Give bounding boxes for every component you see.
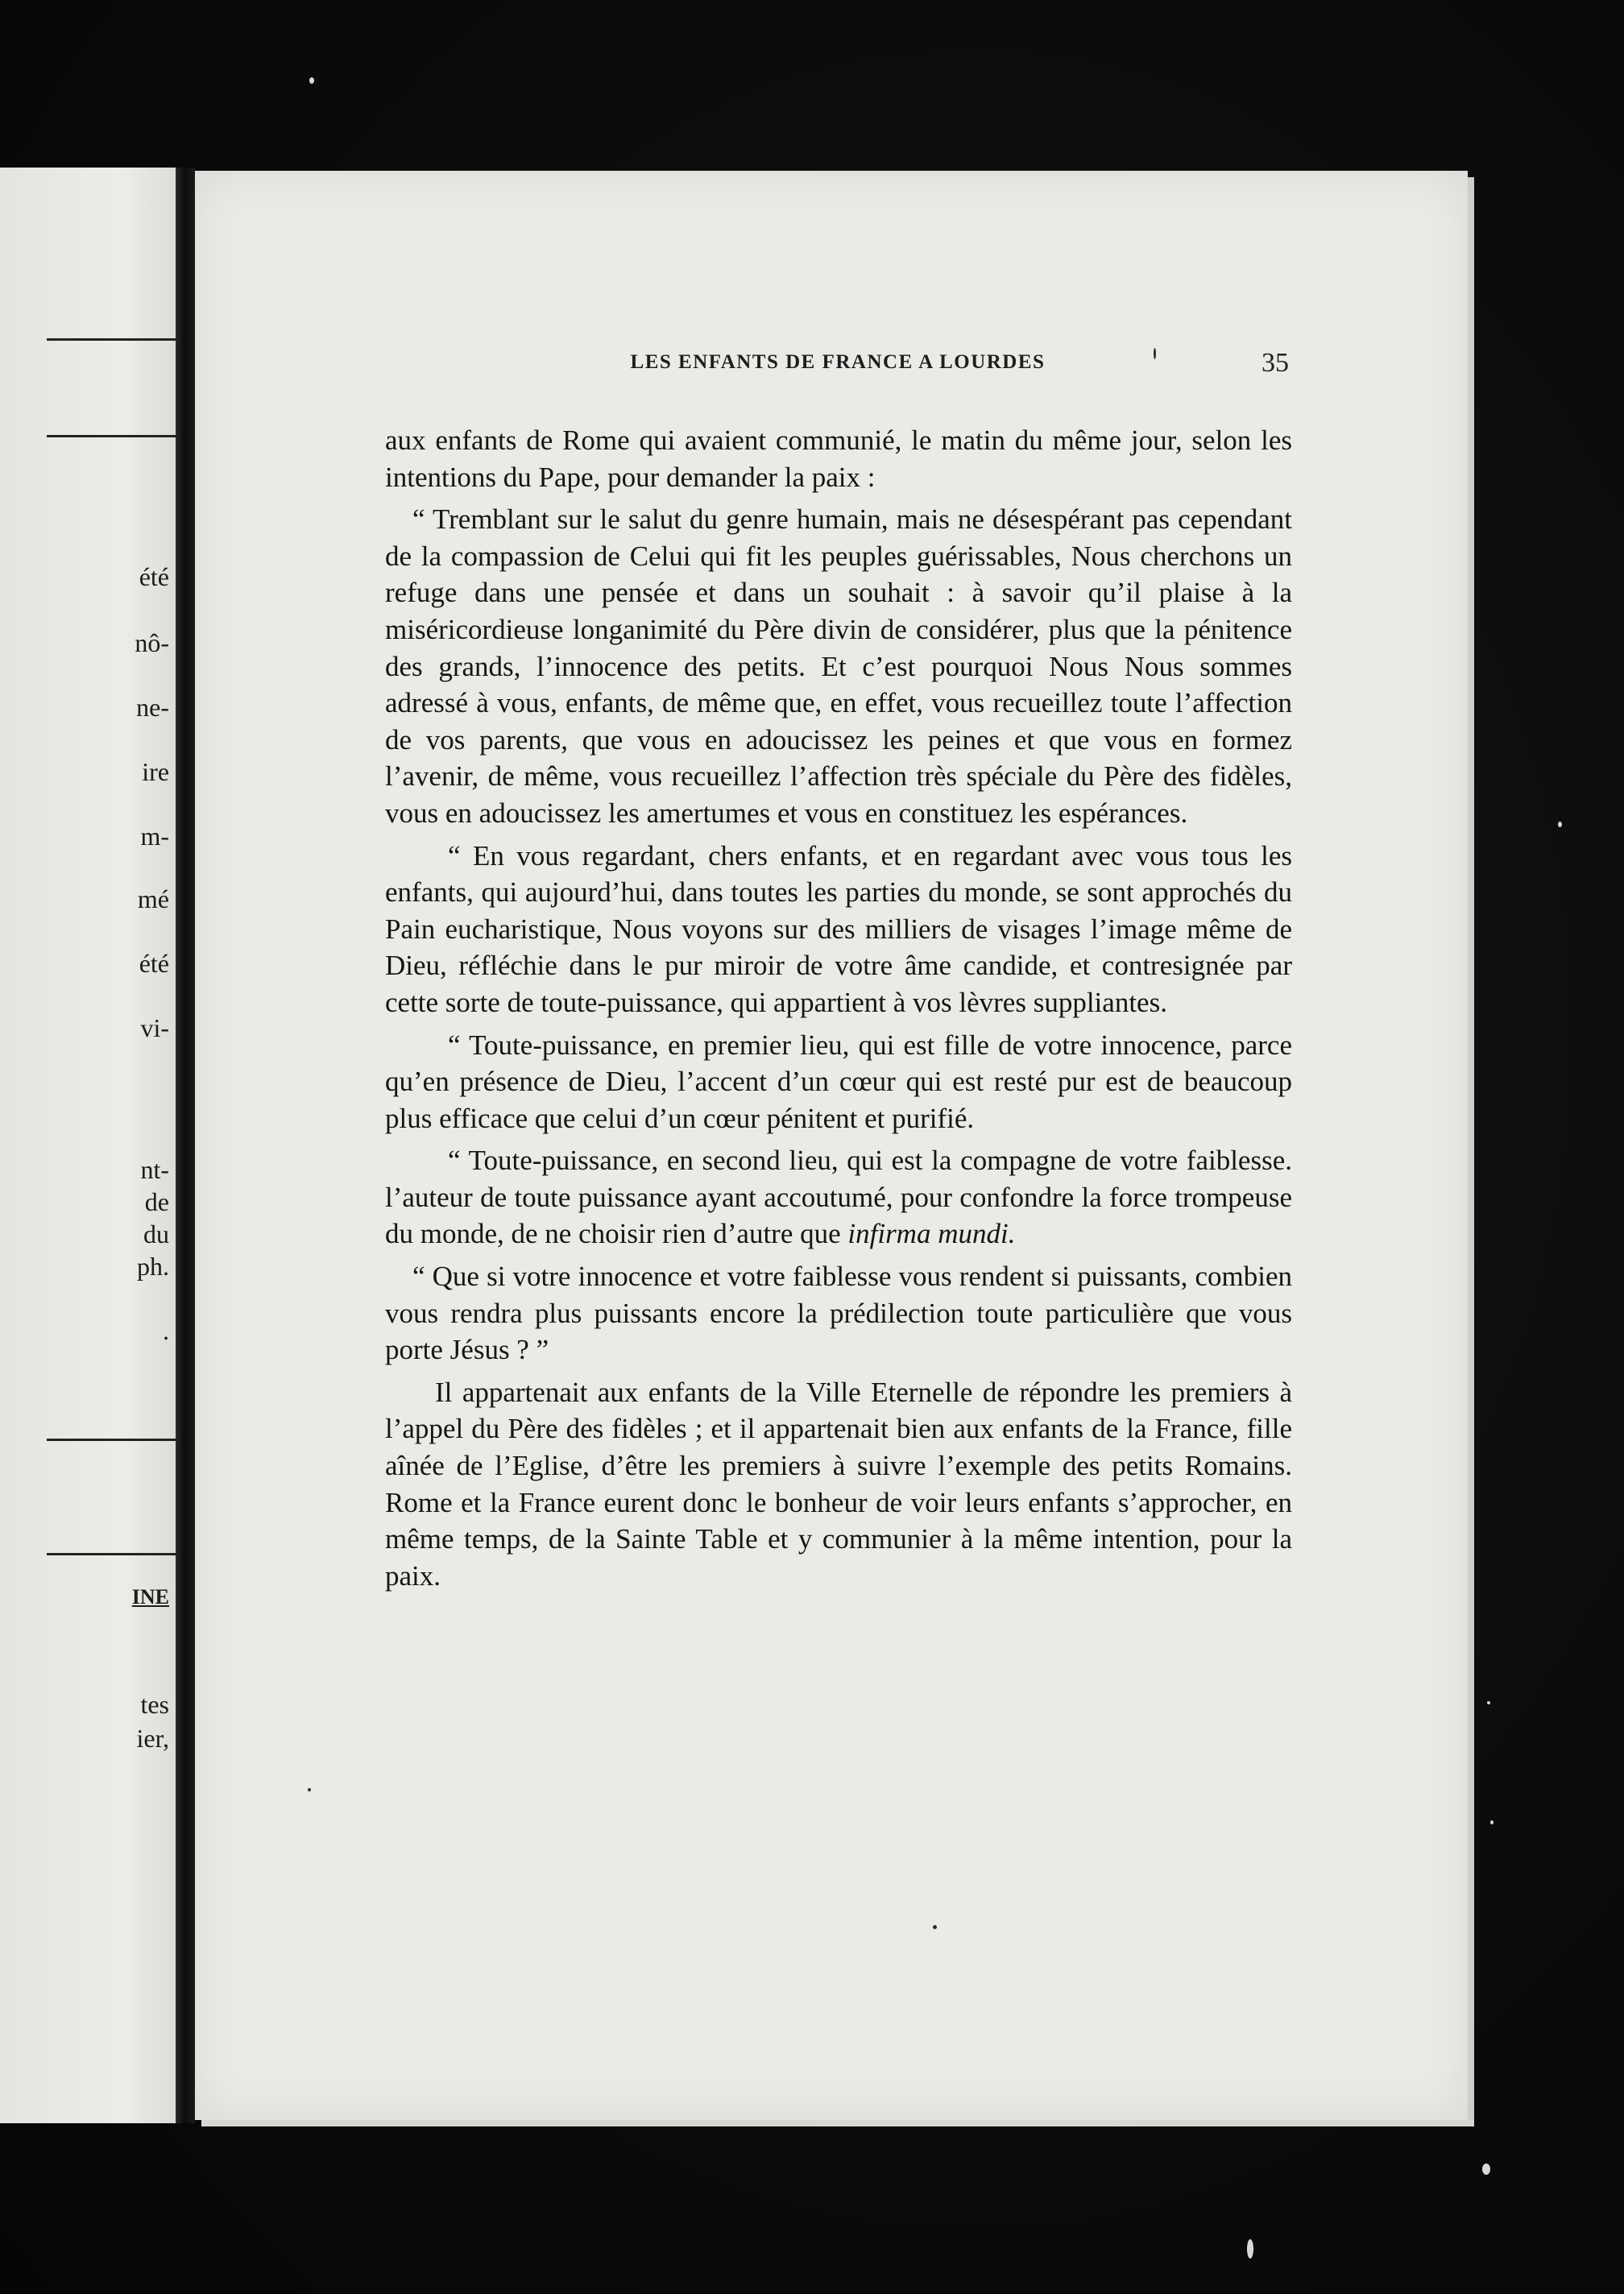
left-page-text-fragment: nt- [140, 1155, 169, 1184]
paragraph: “ En vous regardant, chers enfants, et en regardant avec vous tous les enfants, qui aujourd’hui, dans toutes les parties du monde, se sont approchés du Pain eucharistique, Nous voyons sur des milliers de visages l’image même de Dieu, réfléchie dans le pur miroir de votre âme candide, et contresignée par cette sorte de toute-puissance, qui appartient à vos lèvres suppliantes. [385, 839, 1292, 1018]
left-page-text-fragment: été [139, 949, 169, 978]
left-page-text-fragment: de [144, 1187, 169, 1216]
film-speck [308, 1788, 311, 1791]
film-speck [309, 77, 314, 84]
latin-phrase: infirma mundi. [847, 1218, 1016, 1250]
paragraph: aux enfants de Rome qui avaient communié, le matin du même jour, selon les intentions du Pape, pour demander la paix : [385, 424, 1292, 493]
left-page-text-fragment: ire [142, 757, 169, 786]
page-edge [201, 2120, 1474, 2126]
film-speck [933, 1925, 937, 1929]
film-speck [1490, 1820, 1494, 1824]
left-page-text-fragment: ier, [136, 1724, 169, 1753]
film-speck [1482, 2164, 1490, 2175]
left-page-text-fragment: été [139, 562, 169, 591]
paragraph: “ Tremblant sur le salut du genre humain, mais ne désespérant pas cependant de la compassion de Celui qui fit les peuples guérissables, Nous cherchons un refuge dans une pensée et dans un souhait : à savoir qu’il plaise à la miséricordieuse longanimité du Père divin de considérer, plus que la pénitence des grands, l’innocence des petits. Et c’est pourquoi Nous Nous sommes adressé à vous, enfants, de même que, en effet, vous recueillez toute l’affection de vos parents, que vous en adoucissez les peines et que vous en formez l’avenir, de même, vous recueillez l’affection très spéciale du Père des fidèles, vous en adoucissez les amertumes et vous en constituez les espérances. [385, 503, 1292, 829]
book-gutter [176, 168, 195, 2123]
paragraph: Il appartenait aux enfants de la Ville Eternelle de répondre les premiers à l’appel du Père des fidèles ; et il appartenait bien aux enfants de la France, fille aînée de l’Eglise, d’être les premiers à suivre l’exemple des petits Romains. Rome et la France eurent donc le bonheur de voir leurs enfants s’approcher, en même temps, de la Sainte Table et y communier à la même intention, pour la paix. [385, 1376, 1292, 1592]
film-speck [1558, 822, 1562, 827]
page-number: 35 [1262, 348, 1289, 378]
left-page-text-fragment: vi- [140, 1013, 169, 1042]
left-page-text-fragment: du [143, 1219, 169, 1248]
paragraph [385, 1142, 1292, 1253]
paragraph: “ Que si votre innocence et votre faiblesse vous rendent si puissants, combien vous rendra plus puissants encore la prédilection toute particulière que vous porte Jésus ? ” [385, 1261, 1292, 1366]
film-speck [1154, 348, 1156, 359]
left-page-text-fragment: tes [140, 1690, 169, 1719]
paragraph-text: “ Toute-puissance, en second lieu, qui est la compagne de votre faiblesse. l’auteur de toute puissance ayant accoutumé, pour confondre la force trompeuse du monde, de ne choisir rien d’autre que [385, 1145, 1292, 1250]
film-speck [1247, 2239, 1253, 2259]
paragraph: “ Toute-puissance, en premier lieu, qui est fille de votre innocence, parce qu’en présence de Dieu, l’accent d’un cœur qui est resté pur est de beaucoup plus efficace que celui d’un cœur pénitent et purifié. [385, 1029, 1292, 1134]
left-page-text-fragment: nô- [135, 628, 169, 657]
left-page-text-fragment: mé [137, 884, 169, 913]
left-page-rule [47, 1439, 176, 1441]
left-page-text-fragment: . [163, 1316, 169, 1345]
running-head: LES ENFANTS DE FRANCE A LOURDES [630, 351, 1046, 373]
left-page-text-fragment: ne- [136, 693, 169, 722]
page-body [385, 422, 1292, 1600]
left-facing-page [0, 168, 176, 2123]
left-page-rule [47, 338, 176, 341]
left-page-text-fragment: ph. [137, 1252, 169, 1281]
left-page-rule [47, 435, 176, 437]
page-edge [1468, 177, 1474, 2126]
left-page-text-fragment: m- [140, 822, 169, 851]
left-page-heading-fragment: INE [131, 1585, 169, 1609]
film-speck [1487, 1701, 1490, 1704]
left-page-rule [47, 1553, 176, 1555]
